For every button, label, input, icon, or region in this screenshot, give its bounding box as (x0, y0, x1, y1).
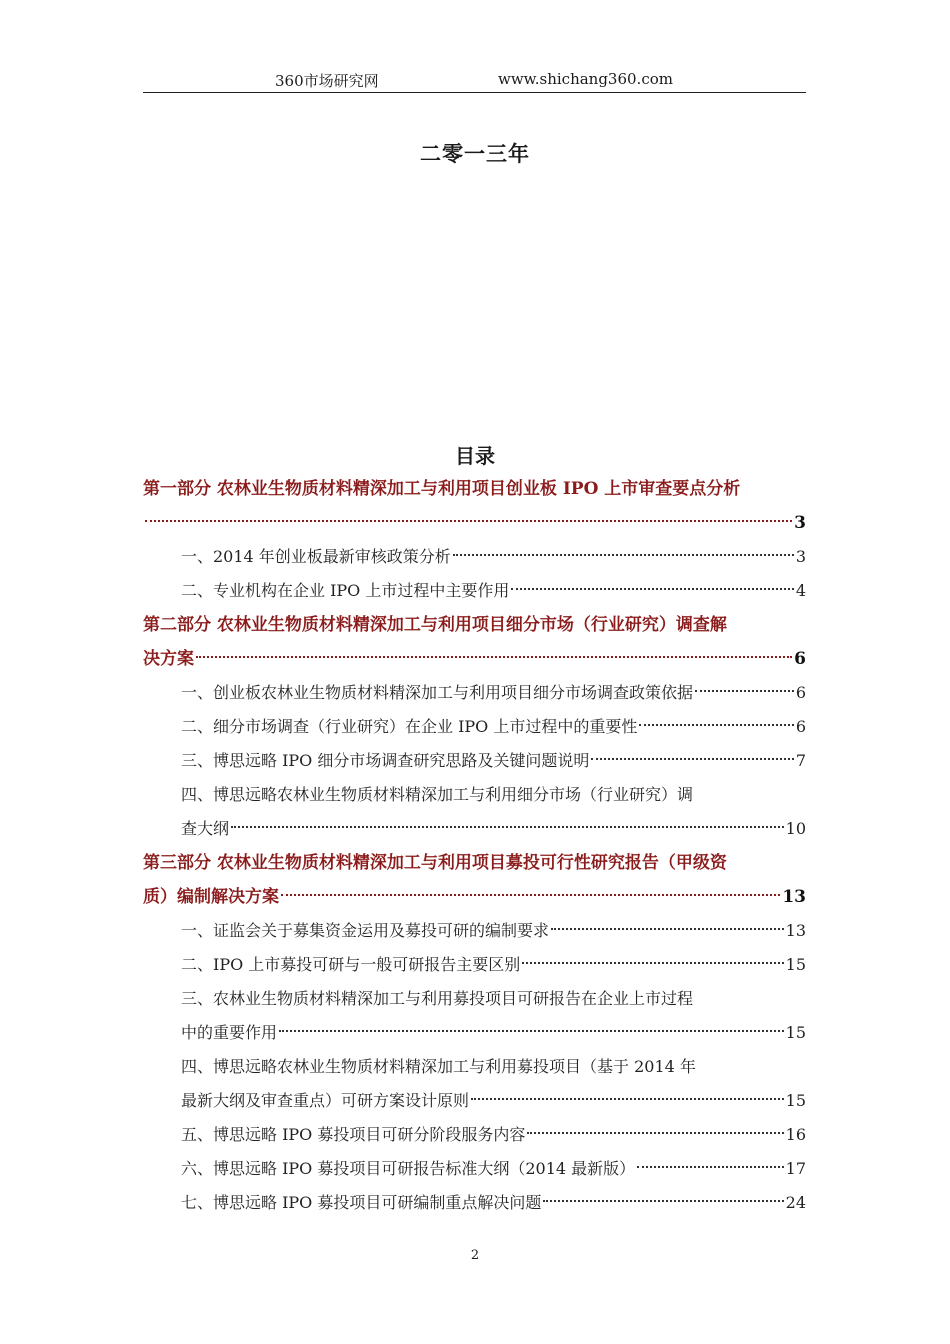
toc-item[interactable]: 查大纲 10 (181, 819, 806, 838)
toc-part1-line2[interactable] (143, 506, 806, 540)
toc-item[interactable]: 中的重要作用 15 (181, 1023, 806, 1042)
toc-item[interactable]: 二、细分市场调查（行业研究）在企业 IPO 上市过程中的重要性 6 (181, 717, 806, 736)
dot-leader (551, 928, 784, 930)
toc-part3-line1[interactable] (143, 846, 806, 880)
toc-part1-line1[interactable] (143, 472, 806, 506)
dot-leader (281, 894, 780, 896)
dot-leader (511, 588, 793, 590)
toc-item[interactable]: 三、农林业生物质材料精深加工与利用募投项目可研报告在企业上市过程 (181, 989, 694, 1008)
dot-leader (196, 656, 792, 658)
toc-item[interactable]: 五、博思远略 IPO 募投项目可研分阶段服务内容 16 (181, 1125, 806, 1144)
toc-part3-line2[interactable]: 质）编制解决方案 13 (143, 880, 806, 914)
dot-leader (231, 826, 784, 828)
toc-part1-title: 第一部分 农林业生物质材料精深加工与利用项目创业板 IPO 上市审查要点分析 (143, 479, 741, 499)
toc-part3-title: 第三部分 农林业生物质材料精深加工与利用项目募投可行性研究报告（甲级资 (143, 853, 727, 873)
toc-item[interactable]: 一、证监会关于募集资金运用及募投可研的编制要求 13 (181, 921, 806, 940)
dot-leader (453, 554, 794, 556)
toc-item[interactable]: 一、2014 年创业板最新审核政策分析 3 (181, 547, 806, 566)
toc-title: 目录 (455, 444, 495, 468)
toc-item[interactable]: 七、博思远略 IPO 募投项目可研编制重点解决问题 24 (181, 1193, 806, 1212)
toc-part2-line2[interactable]: 决方案 6 (143, 642, 806, 676)
page-header (143, 66, 806, 93)
dot-leader (639, 724, 793, 726)
dot-leader (279, 1030, 784, 1032)
dot-leader (522, 962, 783, 964)
dot-leader (527, 1132, 783, 1134)
toc-item[interactable]: 二、专业机构在企业 IPO 上市过程中主要作用 4 (181, 581, 806, 600)
toc-part2-page: 6 (794, 649, 806, 669)
year-heading: 二零一三年 (420, 142, 530, 166)
dot-leader (471, 1098, 784, 1100)
toc-item[interactable]: 二、IPO 上市募投可研与一般可研报告主要区别 15 (181, 955, 806, 974)
toc-item[interactable]: 六、博思远略 IPO 募投项目可研报告标准大纲（2014 最新版） 17 (181, 1159, 806, 1178)
dot-leader (591, 758, 793, 760)
dot-leader (145, 520, 792, 522)
toc-part1-page: 3 (794, 513, 806, 533)
toc-item[interactable]: 四、博思远略农林业生物质材料精深加工与利用募投项目（基于 2014 年 (181, 1057, 696, 1076)
toc-item[interactable]: 四、博思远略农林业生物质材料精深加工与利用细分市场（行业研究）调 (181, 785, 694, 804)
toc-part2-line1[interactable] (143, 608, 806, 642)
toc-item[interactable]: 一、创业板农林业生物质材料精深加工与利用项目细分市场调查政策依据 6 (181, 683, 806, 702)
dot-leader (637, 1166, 783, 1168)
header-site-name: 360市场研究网 (275, 72, 379, 90)
toc-part3-page: 13 (782, 887, 806, 907)
toc-item[interactable]: 最新大纲及审查重点）可研方案设计原则 15 (181, 1091, 806, 1110)
header-url: www.shichang360.com (498, 70, 673, 88)
dot-leader (543, 1200, 783, 1202)
toc-item[interactable]: 三、博思远略 IPO 细分市场调查研究思路及关键问题说明 7 (181, 751, 806, 770)
toc-part2-title: 第二部分 农林业生物质材料精深加工与利用项目细分市场（行业研究）调查解 (143, 615, 727, 635)
dot-leader (695, 690, 794, 692)
page-number: 2 (470, 1248, 480, 1263)
